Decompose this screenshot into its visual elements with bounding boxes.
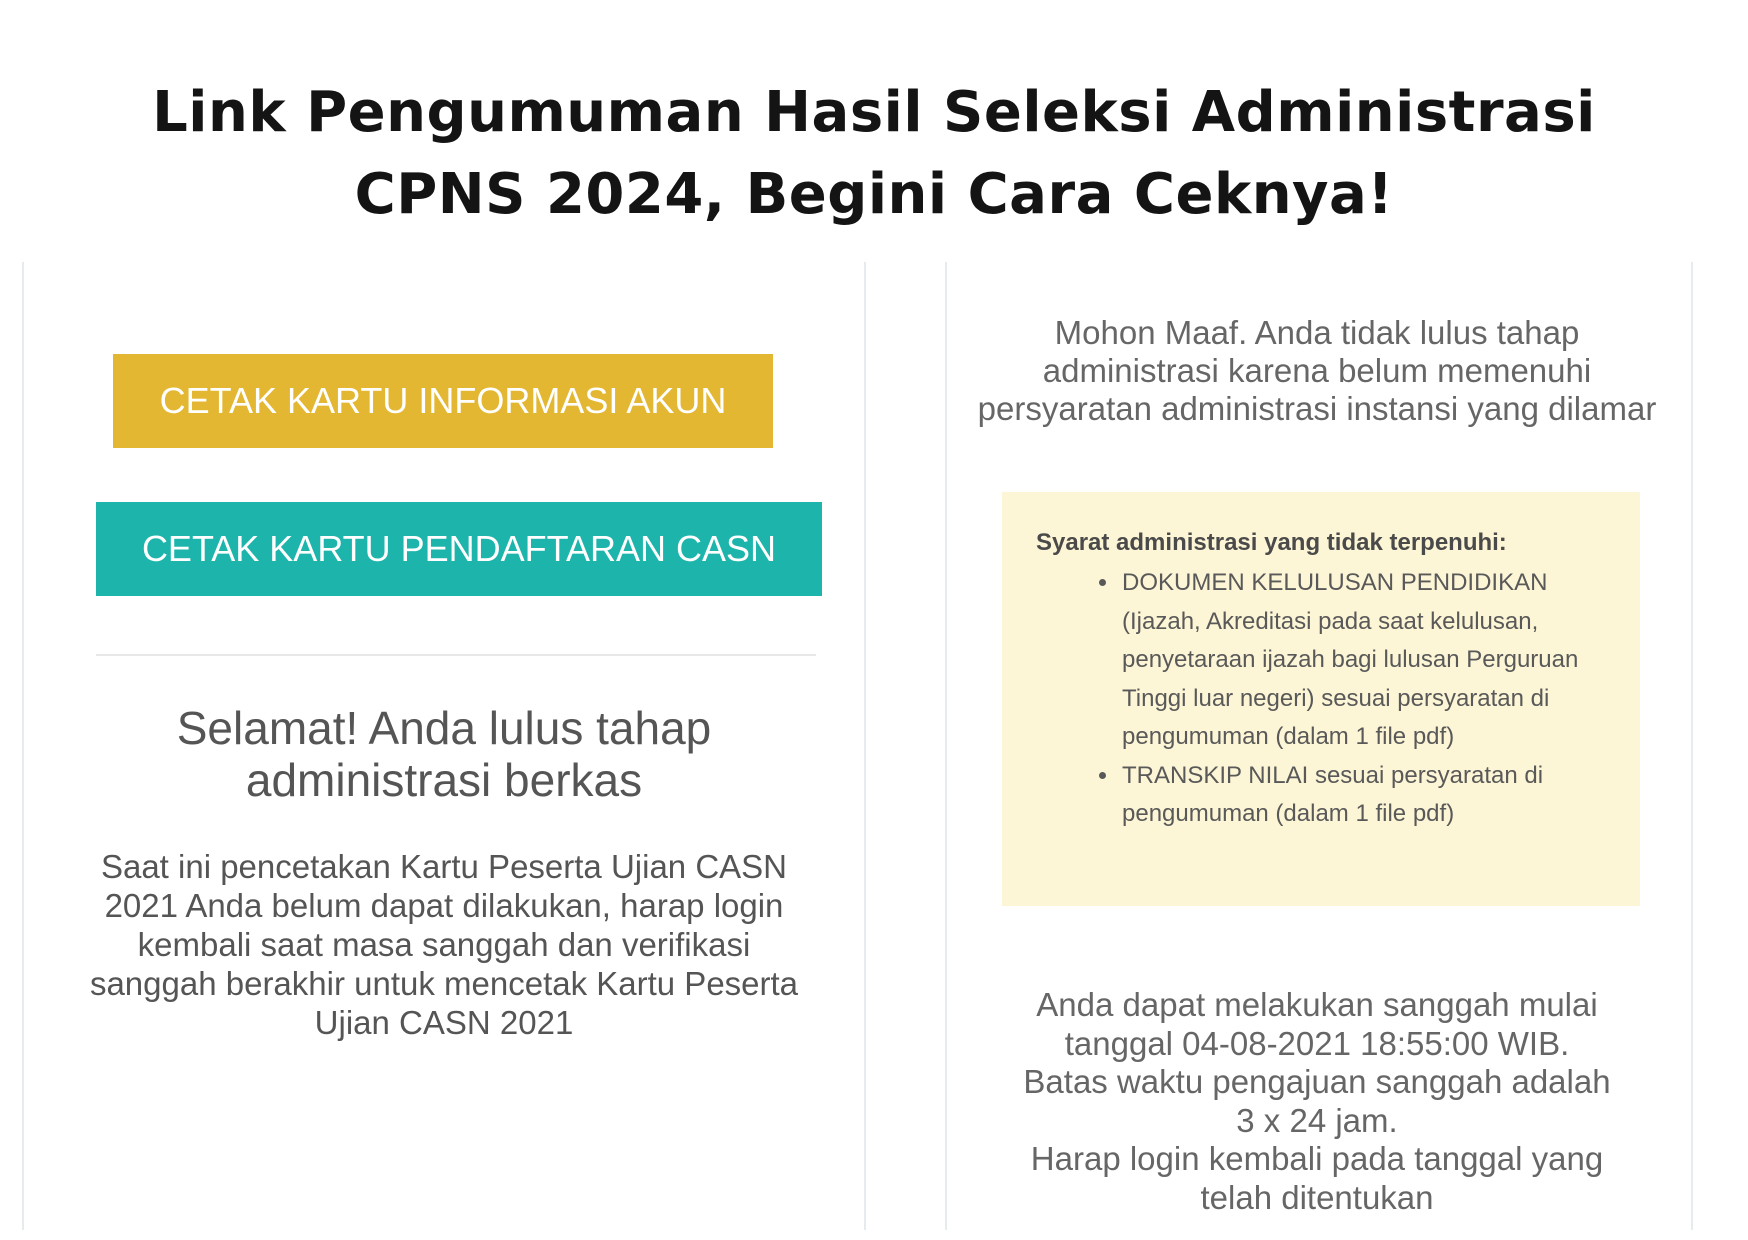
requirements-title: Syarat administrasi yang tidak terpenuhi: [1036,529,1507,556]
appeal-line: Batas waktu pengajuan sanggah adalah [1023,1063,1611,1100]
fail-result-panel [945,262,1693,1230]
print-account-card-button[interactable]: CETAK KARTU INFORMASI AKUN [113,354,773,448]
appeal-line: 3 x 24 jam. [1236,1101,1398,1139]
appeal-info [967,986,1667,1217]
divider [96,654,816,656]
pass-result-panel [22,262,866,1230]
headline-line-1: Link Pengumuman Hasil Seleksi Administrasi [152,80,1596,145]
appeal-line: Harap login kembali pada tanggal yang [1030,1140,1604,1177]
headline-line-2: CPNS 2024, Begini Cara Ceknya! [354,162,1394,227]
requirement-item: • DOKUMEN KELULUSAN PENDIDIKAN (Ijazah, Akreditasi pada saat kelulusan, penyetaraan ijazah bagi lulusan Perguruan Tinggi luar negeri) sesuai persyaratan di pengumuman (dalam 1 file pdf) [1120,564,1604,757]
fail-result-message: Mohon Maaf. Anda tidak lulus tahap administrasi karena belum memenuhi persyaratan administrasi instansi yang dilamar [977,314,1657,427]
appeal-line: tanggal 04-08-2021 18:55:00 WIB. [1064,1024,1570,1062]
appeal-line: Anda dapat melakukan sanggah mulai [1036,986,1598,1023]
article-headline [0,72,1748,236]
requirements-list [1036,564,1604,834]
requirement-item: • TRANSKIP NILAI sesuai persyaratan di pengumuman (dalam 1 file pdf) [1120,757,1604,834]
unmet-requirements-box [1002,492,1640,906]
print-registration-card-button[interactable]: CETAK KARTU PENDAFTARAN CASN [96,502,822,596]
pass-result-message: Saat ini pencetakan Kartu Peserta Ujian CASN 2021 Anda belum dapat dilakukan, harap login kembali saat masa sanggah dan verifikasi sanggah berakhir untuk mencetak Kartu Peserta Ujian CASN 2021 [89,848,799,1041]
appeal-line: telah ditentukan [1200,1178,1434,1216]
pass-result-title: Selamat! Anda lulus tahap administrasi berkas [176,702,712,806]
